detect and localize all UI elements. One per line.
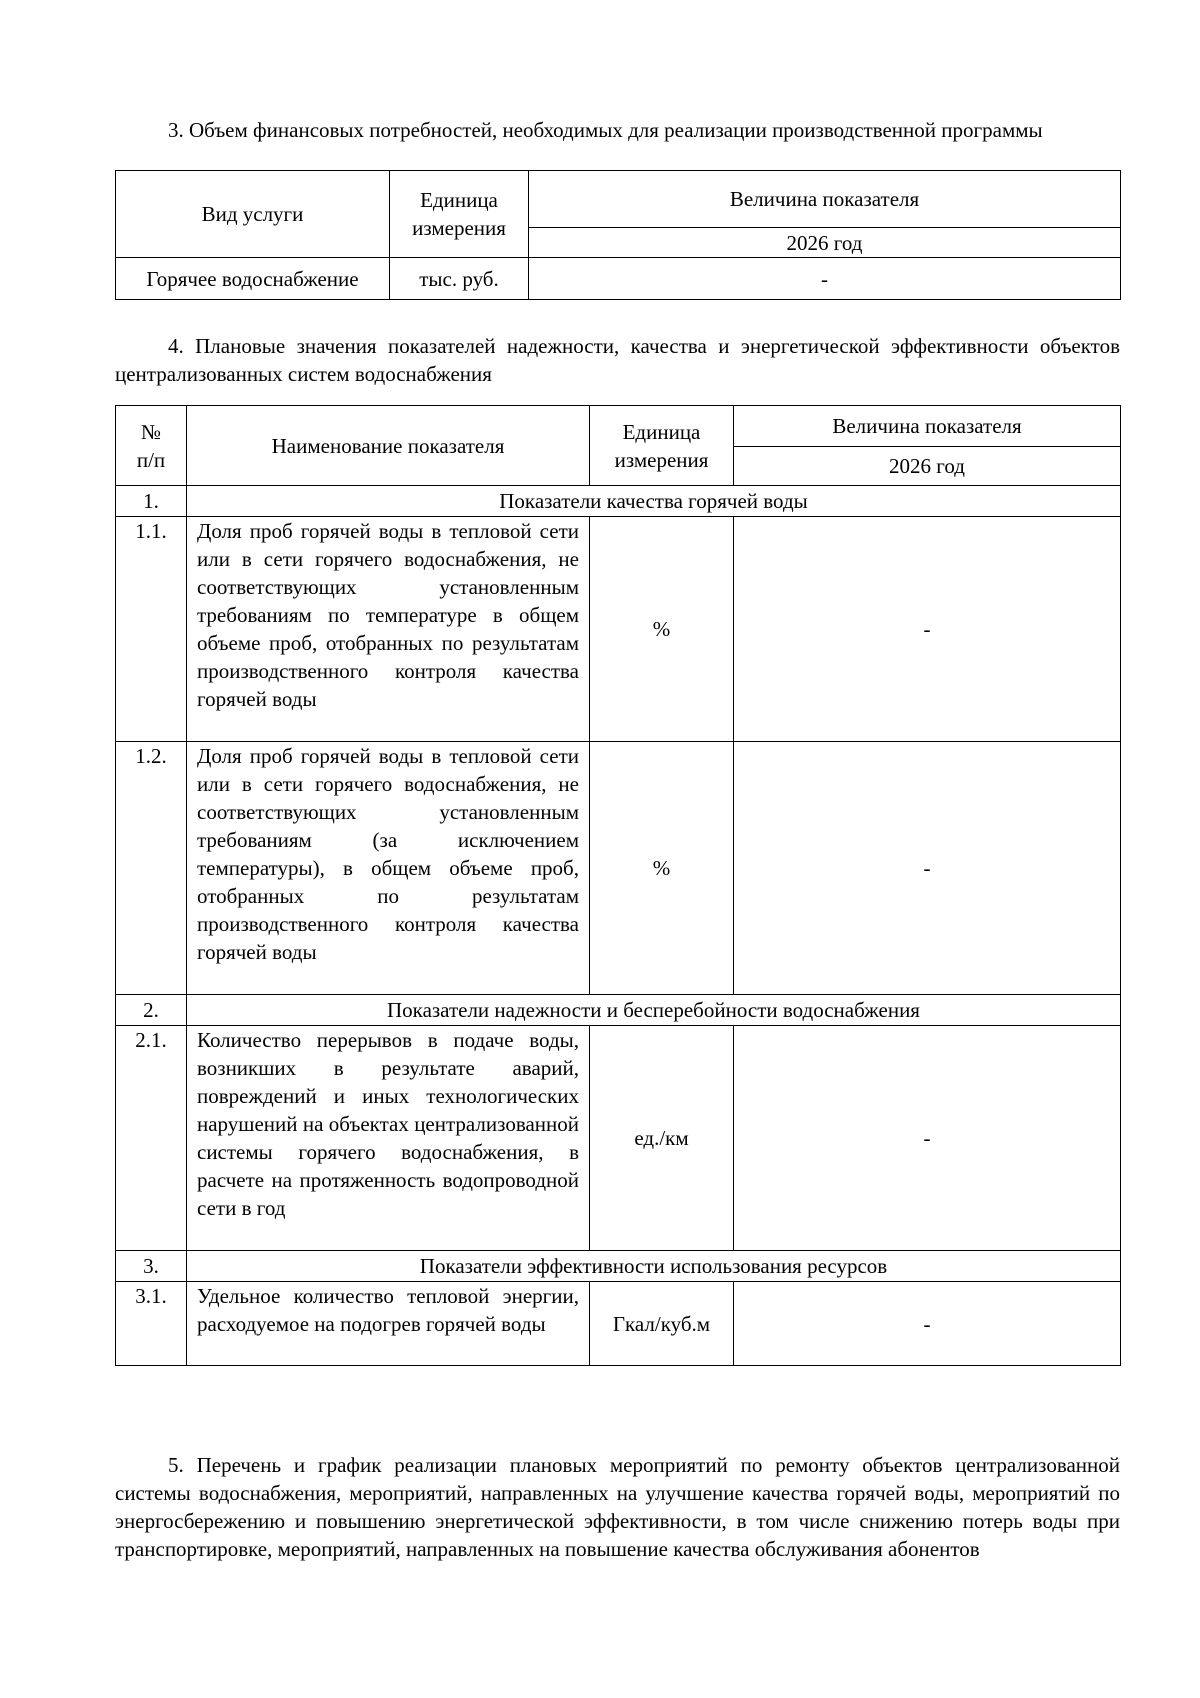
row-1-1-name: Доля проб горячей воды в тепловой сети или в сети горячего водоснабжения, не соответствующих установленным требованиям по температуре в общем объеме проб, отобранных по результатам производственного контроля качества горячей воды: [187, 517, 590, 742]
row-3-1-unit: Гкал/куб.м: [590, 1282, 734, 1366]
row-2-1-name: Количество перерывов в подаче воды, возникших в результате аварий, повреждений и иных технологических нарушений на объектах централизованной системы горячего водоснабжения, в расчете на протяженность водопроводной сети в год: [187, 1026, 590, 1251]
row-1-2-name: Доля проб горячей воды в тепловой сети или в сети горячего водоснабжения, не соответствующих установленным требованиям (за исключением температуры), в общем объеме проб, отобранных по результатам производственного контроля качества горячей воды: [187, 742, 590, 995]
group-1-title: Показатели качества горячей воды: [187, 486, 1121, 517]
row-1-1-value: -: [734, 517, 1121, 742]
section-4-heading: 4. Плановые значения показателей надежности, качества и энергетической эффективности объектов централизованных систем водоснабжения: [115, 334, 1120, 386]
indicators-header-value: Величина показателя: [734, 406, 1121, 447]
finance-header-year: 2026 год: [529, 228, 1121, 258]
finance-cell-value: -: [529, 258, 1121, 300]
row-3-1-num: 3.1.: [116, 1282, 187, 1366]
row-1-1-num: 1.1.: [116, 517, 187, 742]
row-2-1-value: -: [734, 1026, 1121, 1251]
row-2-1-num: 2.1.: [116, 1026, 187, 1251]
group-2-num: 2.: [116, 995, 187, 1026]
finance-header-unit: Единица измерения: [390, 171, 529, 258]
section-3-heading: 3. Объем финансовых потребностей, необходимых для реализации производственной программы: [168, 118, 1043, 142]
row-3-1-name: Удельное количество тепловой энергии, расходуемое на подогрев горячей воды: [187, 1282, 590, 1366]
group-3-num: 3.: [116, 1251, 187, 1282]
indicators-table: [115, 405, 1121, 1366]
section-5-heading: 5. Перечень и график реализации плановых мероприятий по ремонту объектов централизованной системы водоснабжения, мероприятий, направленных на улучшение качества горячей воды, мероприятий по энергосбережению и повышению энергетической эффективности, в том числе снижению потерь воды при транспортировке, мероприятий, направленных на повышение качества обслуживания абонентов: [115, 1453, 1120, 1561]
group-2-title: Показатели надежности и бесперебойности водоснабжения: [187, 995, 1121, 1026]
group-1-num: 1.: [116, 486, 187, 517]
finance-cell-unit: тыс. руб.: [390, 258, 529, 300]
indicators-header-unit: Единица измерения: [590, 406, 734, 486]
row-1-1-unit: %: [590, 517, 734, 742]
row-1-2-value: -: [734, 742, 1121, 995]
group-3-title: Показатели эффективности использования ресурсов: [187, 1251, 1121, 1282]
row-1-2-unit: %: [590, 742, 734, 995]
row-1-2-num: 1.2.: [116, 742, 187, 995]
row-2-1-unit: ед./км: [590, 1026, 734, 1251]
indicators-header-name: Наименование показателя: [187, 406, 590, 486]
finance-header-value: Величина показателя: [529, 171, 1121, 228]
finance-cell-service: Горячее водоснабжение: [116, 258, 390, 300]
row-3-1-value: -: [734, 1282, 1121, 1366]
finance-header-service: Вид услуги: [116, 171, 390, 258]
finance-table: [115, 170, 1121, 300]
indicators-header-year: 2026 год: [734, 447, 1121, 486]
indicators-header-num: № п/п: [116, 406, 187, 486]
